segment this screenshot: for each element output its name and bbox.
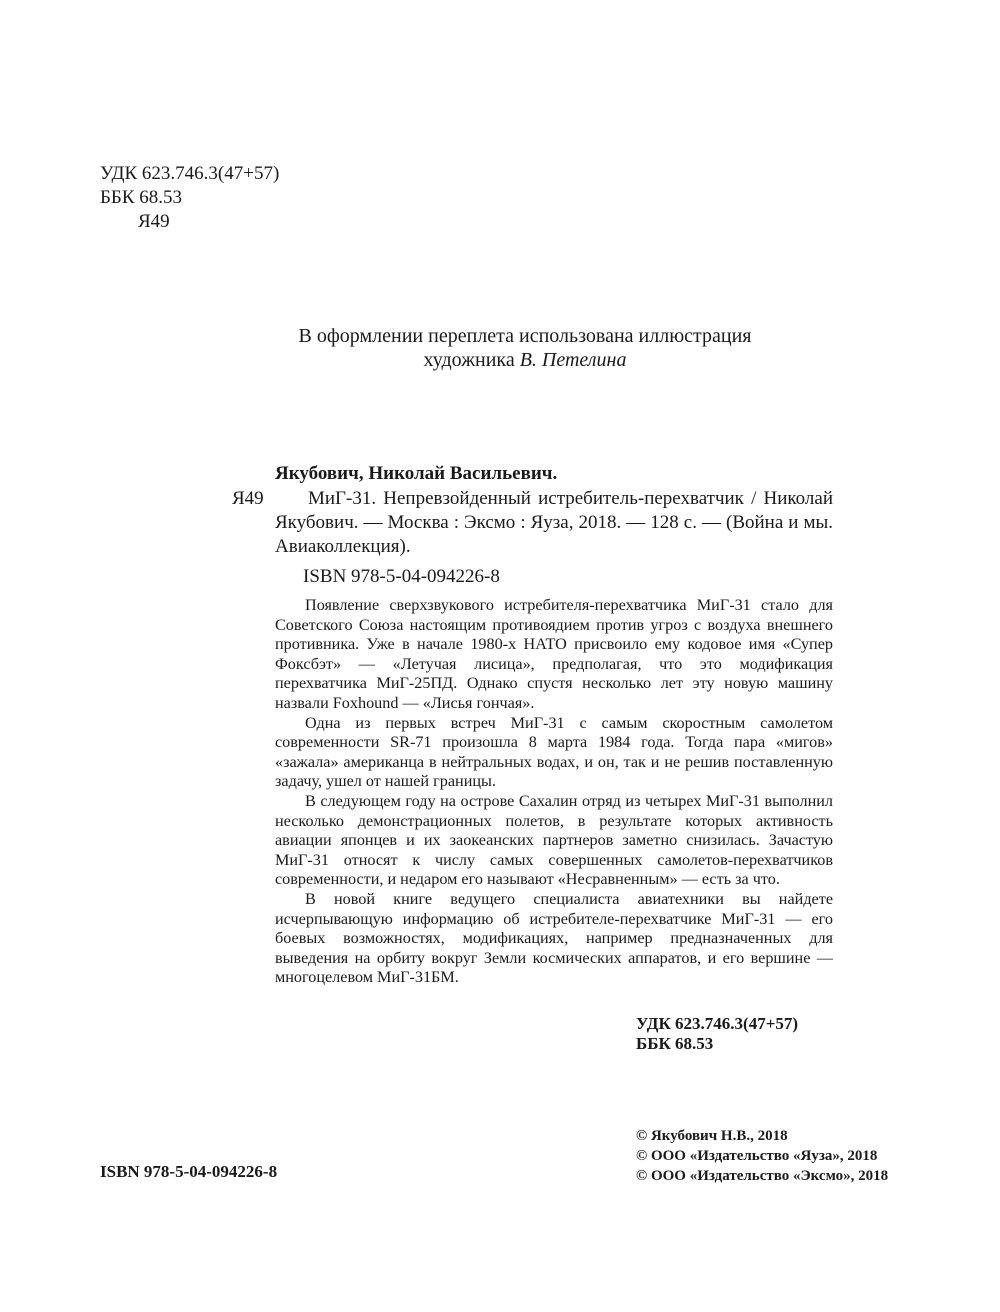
credit-line-2 — [200, 348, 850, 372]
catalog-isbn: ISBN 978-5-04-094226-8 — [303, 566, 500, 587]
copyright-line: © ООО «Издательство «Яуза», 2018 — [636, 1148, 878, 1164]
isbn-bottom: ISBN 978-5-04-094226-8 — [100, 1162, 278, 1181]
abstract-paragraph: В следующем году на острове Сахалин отряд из четырех МиГ-31 выполнил несколько демонстрационных полетов, в результате которых активность авиации японцев и их заокеанских партнеров заметно снизилась. Зачастую МиГ-31 относят к числу самых совершенных самолетов-перехватчиков современности, и недаром его называют «Несравненным» — есть за что. — [275, 791, 833, 889]
udk-code-bottom: УДК 623.746.3(47+57) — [636, 1014, 799, 1033]
copyright-line: © Якубович Н.В., 2018 — [636, 1128, 788, 1144]
author-heading: Якубович, Николай Васильевич. — [275, 463, 558, 484]
classification-block-top — [100, 162, 279, 234]
bbk-code-bottom: ББК 68.53 — [636, 1034, 714, 1053]
bibliographic-text: МиГ-31. Непревзойденный истребитель-перехватчик / Николай Якубович. — Москва : Эксмо : Яуза, 2018. — 128 с. — (Война и мы. Авиаколлекция). — [275, 488, 833, 557]
bibliographic-description — [275, 487, 833, 559]
abstract-paragraph: Появление сверхзвукового истребителя-перехватчика МиГ-31 стало для Советского Союза настоящим противоядием против угроз с воздуха внешнего противника. Уже в начале 1980-х НАТО присвоило ему кодовое имя «Супер Фоксбэт» — «Летучая лисица», предполагая, что это модификация перехватчика МиГ-25ПД. Однако спустя несколько лет эту новую машину назвали Foxhound — «Лисья гончая». — [275, 596, 833, 712]
udk-code: УДК 623.746.3(47+57) — [100, 163, 280, 184]
credit-line-1: В оформлении переплета использована иллюстрация — [298, 325, 752, 347]
abstract-paragraph: Одна из первых встреч МиГ-31 с самым скоростным самолетом современности SR-71 произошла 8 марта 1984 года. Тогда пара «мигов» «зажала» американца в нейтральных водах, и он, так и не решив поставленную задачу, ушел от нашей границы. — [275, 713, 833, 791]
copyright-line: © ООО «Издательство «Эксмо», 2018 — [636, 1168, 889, 1184]
classification-block-bottom — [636, 1014, 798, 1054]
artist-name: В. Петелина — [519, 349, 627, 371]
copyright-block — [636, 1126, 888, 1186]
catalog-author-mark: Я49 — [232, 488, 264, 509]
author-mark: Я49 — [138, 211, 170, 232]
credit-prefix: художника — [423, 349, 520, 371]
bbk-code: ББК 68.53 — [100, 187, 182, 208]
abstract-paragraph: В новой книге ведущего специалиста авиатехники вы найдете исчерпывающую информацию об истребителе-перехватчике МиГ-31 — его боевых возможностях, модификациях, например предназначенных для выведения на орбиту вокруг Земли космических аппаратов, и его вершине — многоцелевом МиГ-31БМ. — [275, 889, 833, 987]
cover-illustration-credit — [200, 324, 850, 372]
abstract — [275, 596, 833, 988]
